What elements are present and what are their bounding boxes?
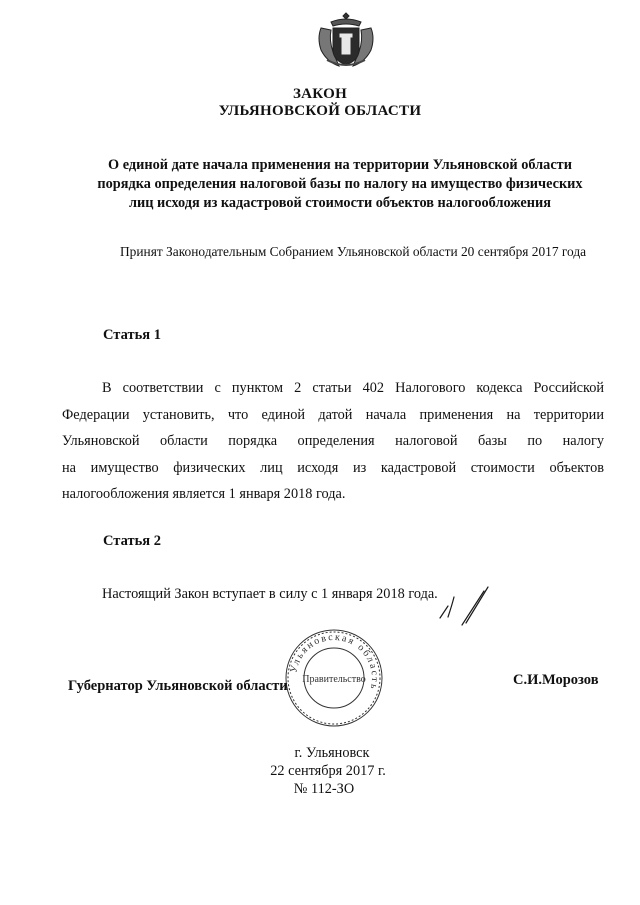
article-2-heading: Статья 2 (103, 533, 161, 549)
law-subject-line: О единой дате начала применения на территории Ульяновской области (108, 157, 572, 173)
article-1-heading: Статья 1 (103, 327, 161, 343)
law-subject-line: лиц исходя из кадастровой стоимости объектов налогообложения (128, 195, 551, 211)
signatory-name: С.И.Морозов (513, 672, 599, 688)
article-2-line: Настоящий Закон вступает в силу с 1 января 2018 года. (102, 586, 438, 602)
signing-date: 22 сентября 2017 г. (270, 763, 386, 779)
signature-icon (410, 585, 490, 630)
signing-city: г. Ульяновск (294, 745, 370, 761)
official-stamp-icon (282, 626, 386, 730)
article-1-line: Федерации установить, что единой датой начала применения на территории (62, 406, 604, 423)
article-1-line: на имущество физических лиц исходя из кадастровой стоимости объектов (62, 459, 604, 476)
law-label: ЗАКОН (292, 86, 348, 102)
article-1-line: Ульяновской области порядка определения налоговой базы по налогу (62, 433, 604, 449)
article-1-line: налогообложения является 1 января 2018 года. (62, 486, 346, 502)
coat-of-arms-icon (313, 10, 379, 70)
law-number: № 112-ЗО (293, 781, 355, 797)
law-subject-line: порядка определения налоговой базы по налогу на имущество физических (97, 176, 583, 192)
adoption-note: Принят Законодательным Собранием Ульяновской области 20 сентября 2017 года (120, 244, 587, 259)
stamp-outer-text: Ульяновская область (288, 631, 381, 692)
article-1-line: В соответствии с пунктом 2 статьи 402 Налогового кодекса Российской (102, 380, 604, 396)
article-1-text (62, 375, 604, 508)
signatory-title: Губернатор Ульяновской области (68, 678, 288, 694)
stamp-inner-text: Правительство (302, 674, 366, 685)
law-region: УЛЬЯНОВСКОЙ ОБЛАСТИ (218, 103, 422, 119)
law-subject (60, 156, 620, 213)
